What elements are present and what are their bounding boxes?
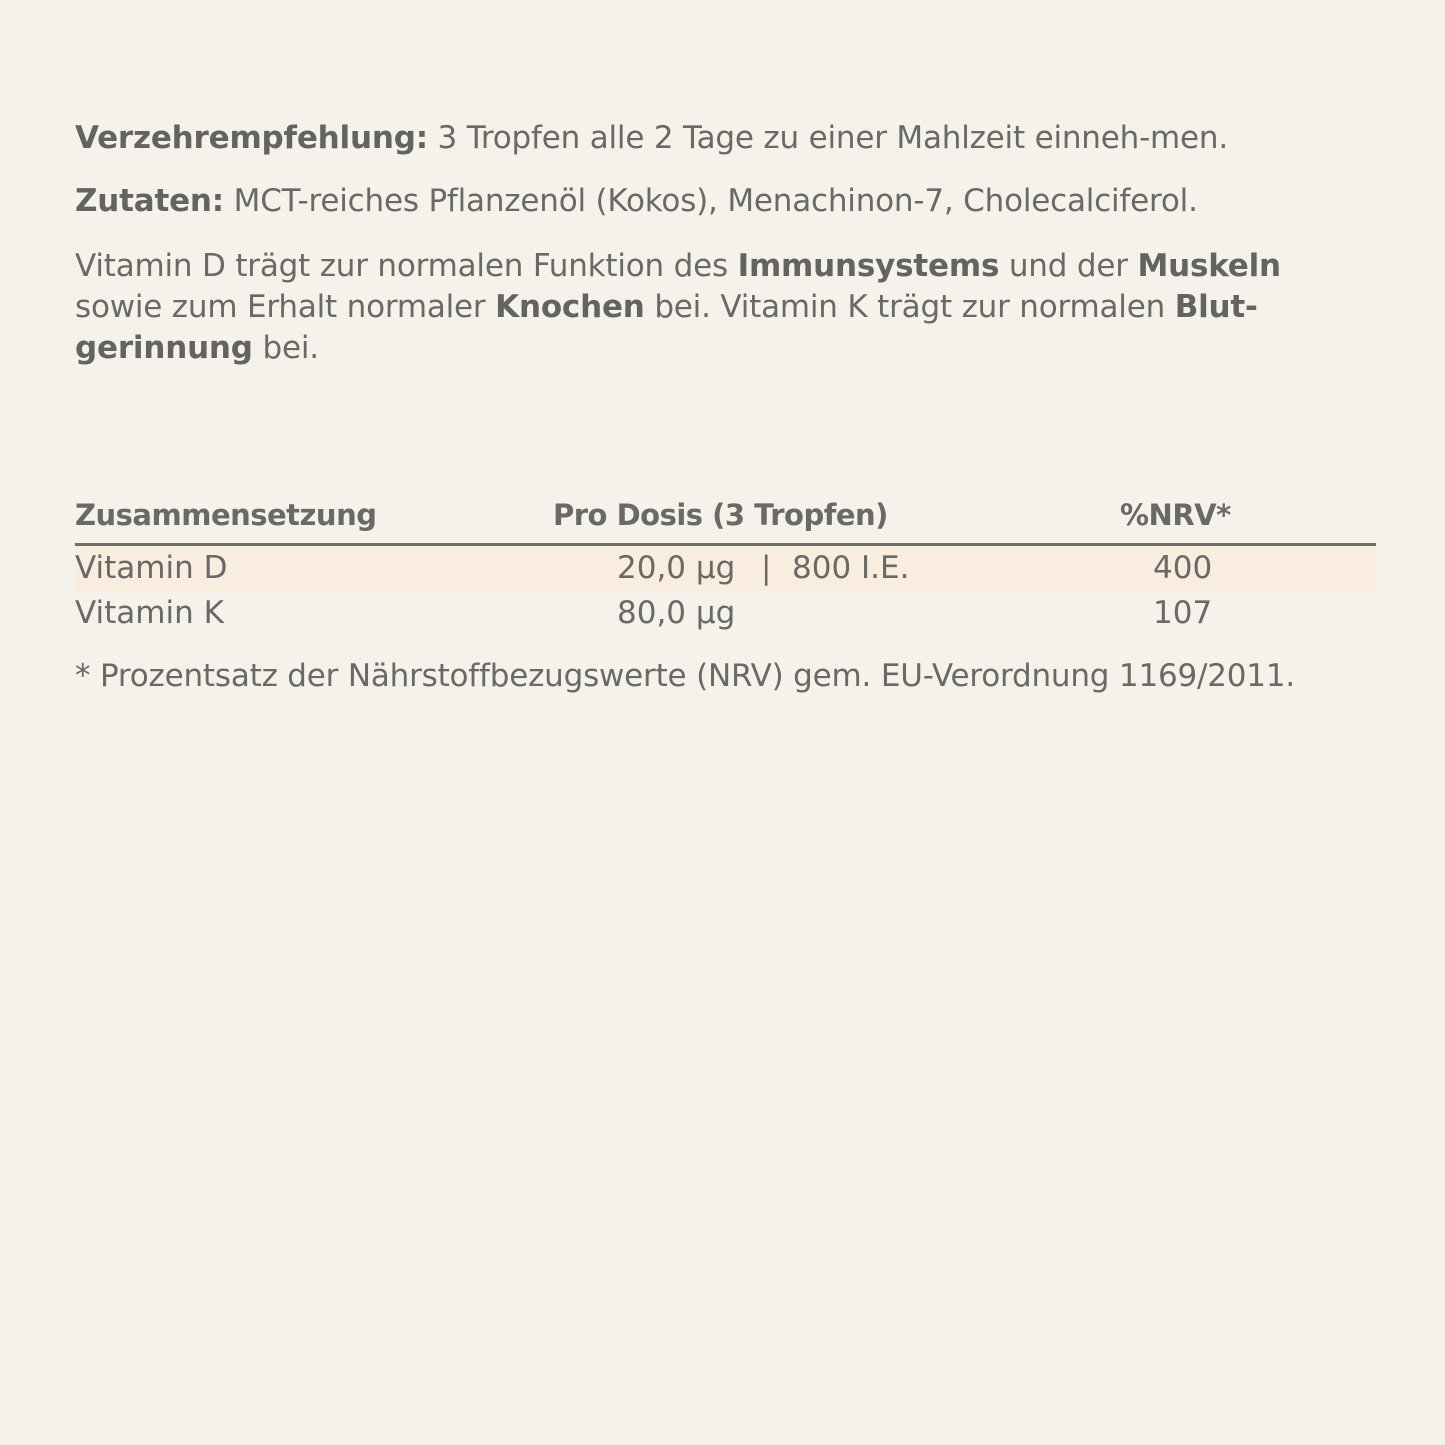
row-nrv: 400 — [1153, 550, 1213, 586]
nutrition-table — [75, 496, 1376, 636]
ingredients-label: Zutaten: — [75, 183, 224, 219]
table-row — [75, 546, 1376, 591]
row-nrv: 107 — [1153, 595, 1213, 631]
row-name: Vitamin D — [75, 550, 228, 586]
claims-text-5: bei. — [252, 330, 319, 366]
claims-bold-knochen: Knochen — [495, 289, 645, 325]
claims-bold-blutgerinnung: Blut-gerinnung — [75, 289, 1258, 366]
table-header — [75, 496, 1376, 546]
ingredients-paragraph — [75, 181, 1375, 222]
claims-text-2: und der — [999, 248, 1138, 284]
header-composition: Zusammensetzung — [75, 498, 377, 532]
dosage-text: 3 Tropfen alle 2 Tage zu einer Mahlzeit einneh-men. — [427, 120, 1229, 156]
claims-text-3: sowie zum Erhalt normaler — [75, 289, 496, 325]
ingredients-text: MCT-reiches Pflanzenöl (Kokos), Menachinon-7, Cholecalciferol. — [224, 183, 1198, 219]
dosage-label: Verzehrempfehlung: — [75, 120, 428, 156]
row-name: Vitamin K — [75, 595, 224, 631]
table-row — [75, 591, 1376, 636]
claims-text-1: Vitamin D trägt zur normalen Funktion des — [75, 248, 738, 284]
nrv-footnote: * Prozentsatz der Nährstoffbezugswerte (NRV) gem. EU-Verordnung 1169/2011. — [75, 658, 1296, 694]
dosage-paragraph — [75, 118, 1335, 159]
claims-bold-immunsystems: Immunsystems — [737, 248, 1000, 284]
health-claims-paragraph — [75, 246, 1375, 369]
row-dose: 80,0 µg — [617, 595, 736, 631]
header-per-dose: Pro Dosis (3 Tropfen) — [553, 498, 888, 532]
claims-bold-muskeln: Muskeln — [1137, 248, 1281, 284]
product-info — [75, 118, 1375, 369]
row-dose: 20,0 µg — [617, 550, 736, 586]
claims-text-4: bei. Vitamin K trägt zur normalen — [644, 289, 1175, 325]
row-separator: | — [761, 550, 772, 586]
row-iu: 800 I.E. — [792, 550, 910, 586]
header-nrv: %NRV* — [1120, 498, 1231, 532]
